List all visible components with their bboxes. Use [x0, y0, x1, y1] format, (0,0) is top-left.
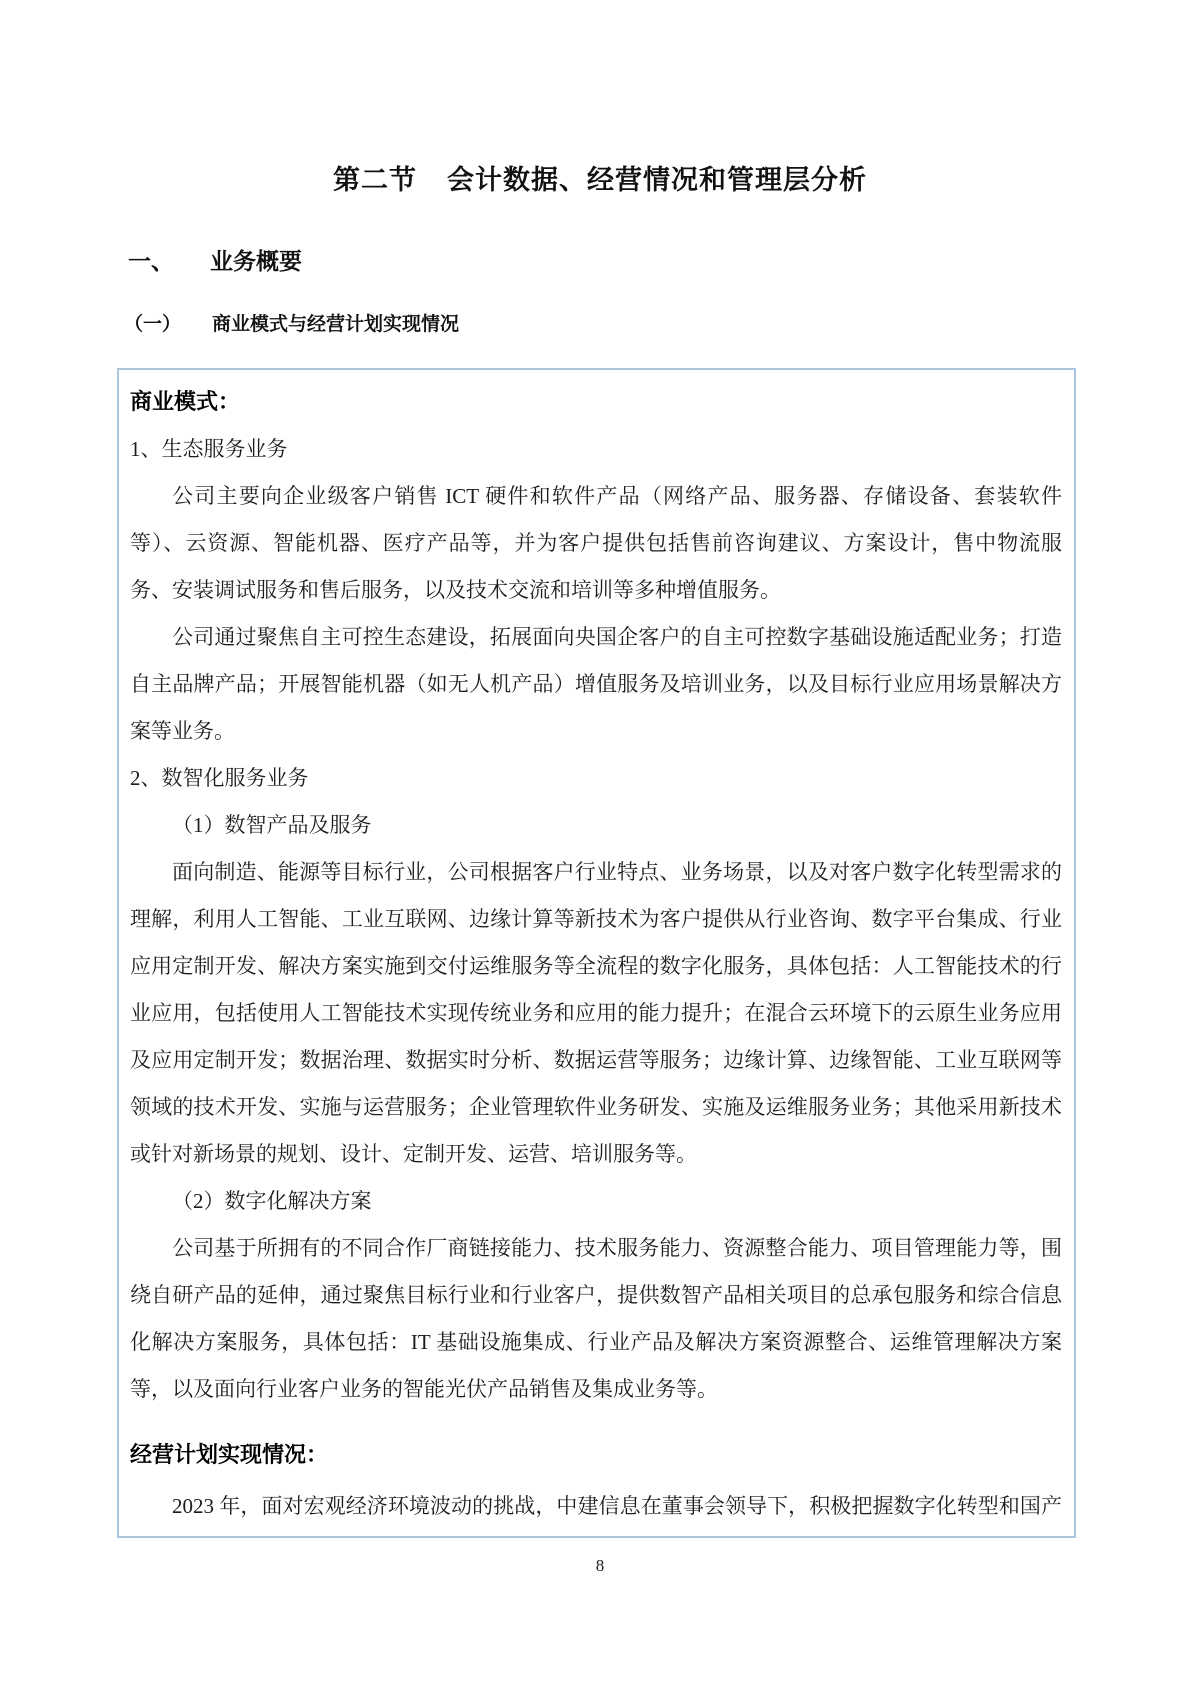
- list-item-digital-service: 2、数智化服务业务: [130, 766, 309, 790]
- paragraph-digital-solutions: 公司基于所拥有的不同合作厂商链接能力、技术服务能力、资源整合能力、项目管理能力等，围绕自研产品的延伸，通过聚焦目标行业和行业客户，提供数智产品相关项目的总承包服务和综合信息化解决方案服务，具体包括：IT 基础设施集成、行业产品及解决方案资源整合、运维管理解决方案等，以及面向行业客户业务的智能光伏产品销售及集成业务等。: [130, 1236, 1063, 1401]
- paragraph-operating-plan: 2023 年，面对宏观经济环境波动的挑战，中建信息在董事会领导下，积极把握数字化转型和国产: [172, 1494, 1062, 1518]
- business-model-heading: 商业模式：: [130, 389, 241, 414]
- heading-business-overview: [128, 243, 1200, 276]
- section-title: [0, 0, 1200, 197]
- paragraph-digital-products: 面向制造、能源等目标行业，公司根据客户行业特点、业务场景，以及对客户数字化转型需求的理解，利用人工智能、工业互联网、边缘计算等新技术为客户提供从行业咨询、数字平台集成、行业应用定制开发、解决方案实施到交付运维服务等全流程的数字化服务，具体包括：人工智能技术的行业应用，包括使用人工智能技术实现传统业务和应用的能力提升；在混合云环境下的云原生业务应用及应用定制开发；数据治理、数据实时分析、数据运营等服务；边缘计算、边缘智能、工业互联网等领域的技术开发、实施与运营服务；企业管理软件业务研发、实施及运维服务业务；其他采用新技术或针对新场景的规划、设计、定制开发、运营、培训服务等。: [130, 860, 1062, 1166]
- business-model-box: [117, 368, 1076, 1538]
- heading1-number: 一、: [128, 248, 174, 274]
- section-title-number: 第二节: [333, 165, 417, 195]
- sub-item-digital-products: （1）数智产品及服务: [172, 813, 372, 837]
- section-title-text: 会计数据、经营情况和管理层分析: [447, 165, 867, 195]
- sub-item-digital-solutions: （2）数字化解决方案: [172, 1189, 372, 1213]
- heading2-number: （一）: [124, 314, 182, 335]
- list-item-eco-service: 1、生态服务业务: [130, 437, 288, 461]
- page-number: 8: [595, 1556, 605, 1575]
- heading-business-model-plan: [124, 309, 1200, 336]
- heading1-text: 业务概要: [210, 248, 302, 274]
- operating-plan-heading: 经营计划实现情况：: [130, 1442, 329, 1467]
- paragraph-eco-service-1: 公司主要向企业级客户销售 ICT 硬件和软件产品（网络产品、服务器、存储设备、套装软件等）、云资源、智能机器、医疗产品等，并为客户提供包括售前咨询建议、方案设计，售中物流服务、安装调试服务和售后服务，以及技术交流和培训等多种增值服务。: [130, 484, 1062, 602]
- paragraph-eco-service-2: 公司通过聚焦自主可控生态建设，拓展面向央国企客户的自主可控数字基础设施适配业务；打造自主品牌产品；开展智能机器（如无人机产品）增值服务及培训业务，以及目标行业应用场景解决方案等业务。: [130, 625, 1062, 743]
- heading2-text: 商业模式与经营计划实现情况: [212, 314, 460, 335]
